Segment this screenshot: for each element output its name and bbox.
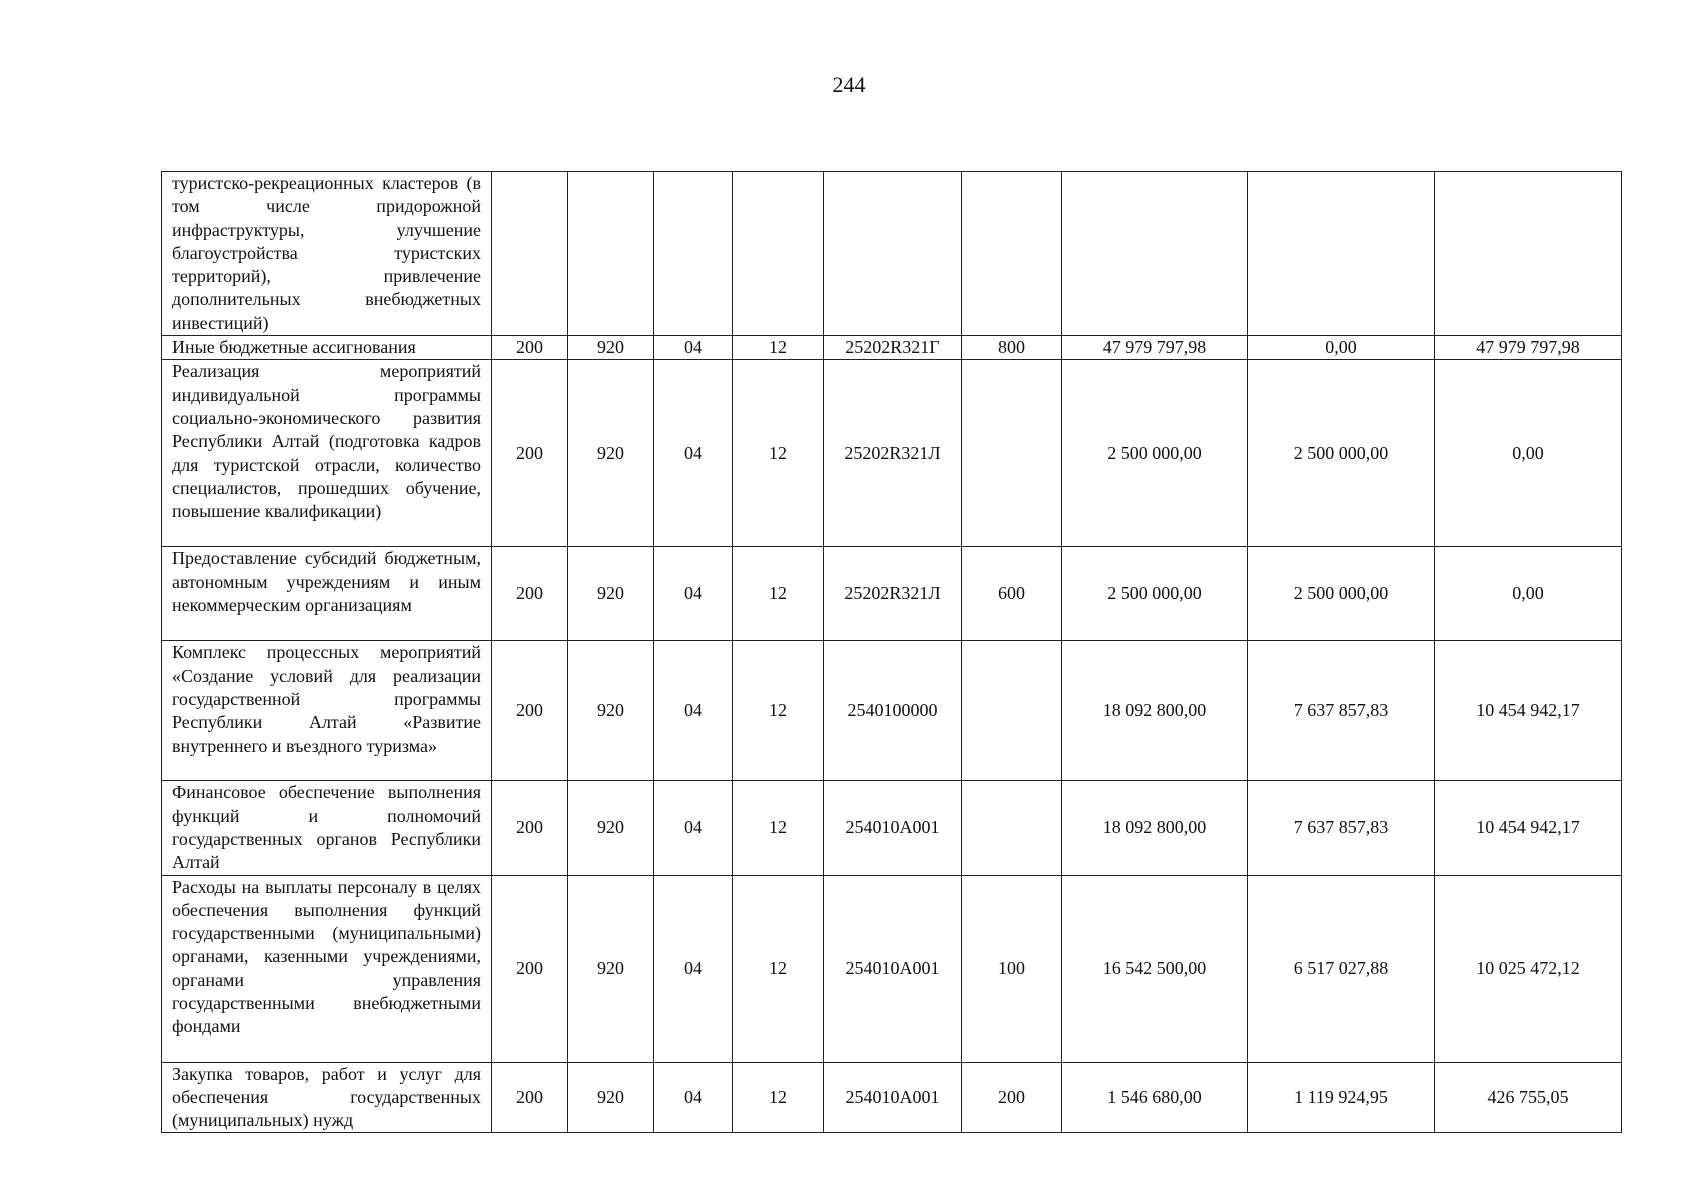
expense-type-cell bbox=[962, 641, 1062, 781]
table-row bbox=[162, 1062, 1622, 1133]
budget-table bbox=[161, 171, 1622, 1133]
amount-cell: 10 025 472,12 bbox=[1435, 875, 1622, 1062]
table-row bbox=[162, 875, 1622, 1062]
subsection-cell: 12 bbox=[733, 641, 824, 781]
table-body bbox=[162, 172, 1622, 1133]
ministry-cell bbox=[568, 172, 654, 336]
amount-cell: 0,00 bbox=[1435, 360, 1622, 547]
expense-type-cell: 100 bbox=[962, 875, 1062, 1062]
amount-cell: 47 979 797,98 bbox=[1062, 336, 1248, 360]
row-name-cell: Иные бюджетные ассигнования bbox=[162, 336, 492, 360]
amount-cell: 2 500 000,00 bbox=[1248, 360, 1435, 547]
section-cell: 04 bbox=[654, 547, 733, 641]
expense-type-cell: 200 bbox=[962, 1062, 1062, 1133]
subsection-cell: 12 bbox=[733, 875, 824, 1062]
amount-cell: 0,00 bbox=[1435, 547, 1622, 641]
row-name-cell: Комплекс процессных мероприятий «Создание условий для реализации государственной программы Республики Алтай «Развитие внутреннего и въездного туризма» bbox=[162, 641, 492, 781]
subsection-cell: 12 bbox=[733, 1062, 824, 1133]
ministry-cell: 920 bbox=[568, 641, 654, 781]
target-article-cell: 254010А001 bbox=[824, 875, 962, 1062]
amount-cell: 10 454 942,17 bbox=[1435, 641, 1622, 781]
section-cell: 04 bbox=[654, 360, 733, 547]
row-name-cell: Расходы на выплаты персоналу в целях обеспечения выполнения функций государственными (муниципальными) органами, казенными учреждениями, органами управления государственными внебюджетными фондами bbox=[162, 875, 492, 1062]
subsection-cell: 12 bbox=[733, 547, 824, 641]
amount-cell: 7 637 857,83 bbox=[1248, 781, 1435, 875]
target-article-cell: 2540100000 bbox=[824, 641, 962, 781]
expense-type-cell bbox=[962, 172, 1062, 336]
code-cell: 200 bbox=[492, 781, 568, 875]
code-cell: 200 bbox=[492, 360, 568, 547]
amount-cell: 6 517 027,88 bbox=[1248, 875, 1435, 1062]
target-article-cell: 25202R321Г bbox=[824, 336, 962, 360]
section-cell: 04 bbox=[654, 336, 733, 360]
row-name-cell: Предоставление субсидий бюджетным, автономным учреждениям и иным некоммерческим организациям bbox=[162, 547, 492, 641]
target-article-cell bbox=[824, 172, 962, 336]
amount-cell: 1 119 924,95 bbox=[1248, 1062, 1435, 1133]
row-name-cell: Закупка товаров, работ и услуг для обеспечения государственных (муниципальных) нужд bbox=[162, 1062, 492, 1133]
table-row bbox=[162, 547, 1622, 641]
amount-cell: 2 500 000,00 bbox=[1062, 360, 1248, 547]
section-cell: 04 bbox=[654, 875, 733, 1062]
subsection-cell: 12 bbox=[733, 336, 824, 360]
code-cell: 200 bbox=[492, 1062, 568, 1133]
amount-cell: 7 637 857,83 bbox=[1248, 641, 1435, 781]
subsection-cell bbox=[733, 172, 824, 336]
ministry-cell: 920 bbox=[568, 360, 654, 547]
target-article-cell: 254010А001 bbox=[824, 781, 962, 875]
amount-cell: 1 546 680,00 bbox=[1062, 1062, 1248, 1133]
amount-cell: 426 755,05 bbox=[1435, 1062, 1622, 1133]
section-cell bbox=[654, 172, 733, 336]
amount-cell: 16 542 500,00 bbox=[1062, 875, 1248, 1062]
code-cell: 200 bbox=[492, 336, 568, 360]
amount-cell: 47 979 797,98 bbox=[1435, 336, 1622, 360]
amount-cell: 10 454 942,17 bbox=[1435, 781, 1622, 875]
expense-type-cell: 800 bbox=[962, 336, 1062, 360]
row-name-cell: Реализация мероприятий индивидуальной программы социально-экономического развития Республики Алтай (подготовка кадров для туристской отрасли, количество специалистов, прошедших обучение, повышение квалификации) bbox=[162, 360, 492, 547]
expense-type-cell: 600 bbox=[962, 547, 1062, 641]
amount-cell bbox=[1248, 172, 1435, 336]
ministry-cell: 920 bbox=[568, 781, 654, 875]
ministry-cell: 920 bbox=[568, 336, 654, 360]
table-row bbox=[162, 336, 1622, 360]
subsection-cell: 12 bbox=[733, 781, 824, 875]
code-cell: 200 bbox=[492, 641, 568, 781]
table-row bbox=[162, 172, 1622, 336]
row-name-cell: Финансовое обеспечение выполнения функций и полномочий государственных органов Республики Алтай bbox=[162, 781, 492, 875]
target-article-cell: 254010А001 bbox=[824, 1062, 962, 1133]
amount-cell: 0,00 bbox=[1248, 336, 1435, 360]
code-cell: 200 bbox=[492, 875, 568, 1062]
expense-type-cell bbox=[962, 360, 1062, 547]
target-article-cell: 25202R321Л bbox=[824, 360, 962, 547]
section-cell: 04 bbox=[654, 1062, 733, 1133]
ministry-cell: 920 bbox=[568, 1062, 654, 1133]
row-name-cell: туристско-рекреационных кластеров (в том числе придорожной инфраструктуры, улучшение благоустройства туристских территорий), привлечение дополнительных внебюджетных инвестиций) bbox=[162, 172, 492, 336]
code-cell: 200 bbox=[492, 547, 568, 641]
page-number: 244 bbox=[832, 72, 866, 97]
table-row bbox=[162, 641, 1622, 781]
ministry-cell: 920 bbox=[568, 875, 654, 1062]
ministry-cell: 920 bbox=[568, 547, 654, 641]
code-cell bbox=[492, 172, 568, 336]
amount-cell: 2 500 000,00 bbox=[1062, 547, 1248, 641]
table-row bbox=[162, 781, 1622, 875]
amount-cell bbox=[1062, 172, 1248, 336]
target-article-cell: 25202R321Л bbox=[824, 547, 962, 641]
section-cell: 04 bbox=[654, 641, 733, 781]
table-row bbox=[162, 360, 1622, 547]
amount-cell: 18 092 800,00 bbox=[1062, 641, 1248, 781]
expense-type-cell bbox=[962, 781, 1062, 875]
amount-cell: 2 500 000,00 bbox=[1248, 547, 1435, 641]
section-cell: 04 bbox=[654, 781, 733, 875]
amount-cell bbox=[1435, 172, 1622, 336]
amount-cell: 18 092 800,00 bbox=[1062, 781, 1248, 875]
subsection-cell: 12 bbox=[733, 360, 824, 547]
